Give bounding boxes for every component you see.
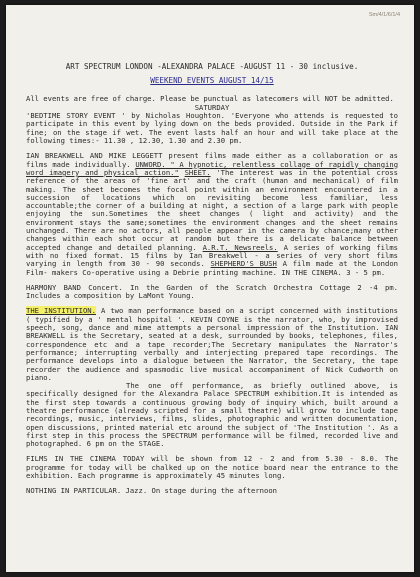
sheet-text: 'The interest was in the potential cross reference of the areas of 'fine art' and the craft (human and mechanical) of film making. The sheet becomes the focal point within an environment encountered in a succession of locations which on revisiting become less familiar, less accountable;the corner of a building at night, a section of a large park with people enjoying the sun.Sometimes the sheet changes ( light and activity) and the environment stays the same;sometimes the environment changes and the sheet remains unchanged. There are no actors, all people appear in the camera by chance;many other changes within each shot occur at random but there is a delicate balance between accepted change and detailed planning. [26, 167, 398, 252]
unword-text: " A hypnotic, relentless collage of rapidly changing word imagery and physical action." [26, 159, 399, 177]
bedtime-text: by Nicholas Houghton. 'Everyone who attends is requested to participate in this event by lying down on the beds provided. Outside in the Park if fine; on the stage if wet. The event lasts half an hour and will take place at the following times:- 11.30 , 12.30, 1.30 and 2.30 pm. [26, 111, 399, 146]
bedtime-title: 'BEDTIME STORY EVENT ' [26, 111, 126, 121]
institution-text: A two man performance based on a script concerned with institutions ( typified by a ' mental hospital '. KEVIN COYNE is the narrator, who, by improvised speech, song, dance and mime attempts a personal impression of the Institution. IAN BREAKWELL is the Secretary, seated at a desk, surrounded by books, telephones, files, correspondence etc and a tape recorder;The Secretary manipulates the Narrator's performance; interrupting verbally and interjecting prepared tape recordings. The performance develops into a dialogue between the Narrator, the Secretary, the tape recorder the audience and spasmodic live musical accompaniment of Nick Cudworth on piano. [26, 306, 398, 382]
art-newsreels-title: A.R.T. Newsreels. [202, 242, 278, 252]
shepherds-bush-text: A film made at the London Film- makers Co-operative using a Debrie printing machine. IN THE CINEMA. 3 - 5 pm. [26, 259, 398, 277]
weekend-heading: WEEKEND EVENTS AUGUST 14/15 [150, 76, 274, 86]
day-heading: SATURDAY [194, 102, 230, 112]
art-newsreels-text: A series of working films with no fixed format. 15 films by Ian Breakwell - a series of very short films varying in length from 30 - 90 seconds. [26, 242, 398, 269]
institution-text-continued: The one off performance, as briefly outlined above, is specifically designed for the Alexandra Palace SPECTRUM exhibition.It is intended as the first step towards a continuous growing body of inquiry which, built around a theatre performance (already scripted for a small theatre) will grow to include tape recordings, music, interviews, films, slides, photographic and written documentation, open discussions, printed material etc around the subject of 'The Institution '. As a first step in this process the SPECTRUM performance will be filmed, recorded live and photographed. 6 pm on the STAGE. [26, 381, 398, 449]
bedtime-story-paragraph [26, 112, 398, 145]
institution-paragraph [26, 307, 398, 448]
nothing-in-particular-paragraph: NOTHING IN PARTICULAR. Jazz. On stage during the afternoon [26, 486, 277, 496]
breakwell-intro: IAN BREAKWELL AND MIKE LEGGETT present films made either as a collaboration or as films made individually. [26, 151, 398, 169]
archive-reference: Sm/4/1/6/1/4 [368, 12, 400, 18]
sheet-title: SHEET. [184, 167, 211, 177]
institution-title: THE INSTITUTION. [26, 306, 96, 316]
admission-notice: All events are free of charge. Please be punctual as latecomers will NOT be admitted. [26, 93, 394, 103]
document-page [6, 5, 414, 572]
document-body [26, 63, 398, 503]
unword-title: UNWORD. [135, 159, 166, 169]
films-paragraph: FILMS IN THE CINEMA TODAY will be shown from 12 - 2 and from 5.30 - 8.0. The programme for today will be chalked up on the notice board near the entrance to the exhibition. Each programme is approximately 45 minutes long. [26, 454, 398, 481]
harmony-band-paragraph: HARMONY BAND Concert. In the Garden of the Scratch Orchestra Cottage 2 -4 pm. Includes a composition by LaMont Young. [26, 282, 398, 301]
shepherds-bush-title: SHEPHERD'S BUSH [210, 259, 277, 269]
document-title: ART SPECTRUM LONDON -ALEXANDRA PALACE -AUGUST 11 - 30 inclusive. [65, 62, 359, 71]
breakwell-leggett-paragraph [26, 152, 398, 276]
